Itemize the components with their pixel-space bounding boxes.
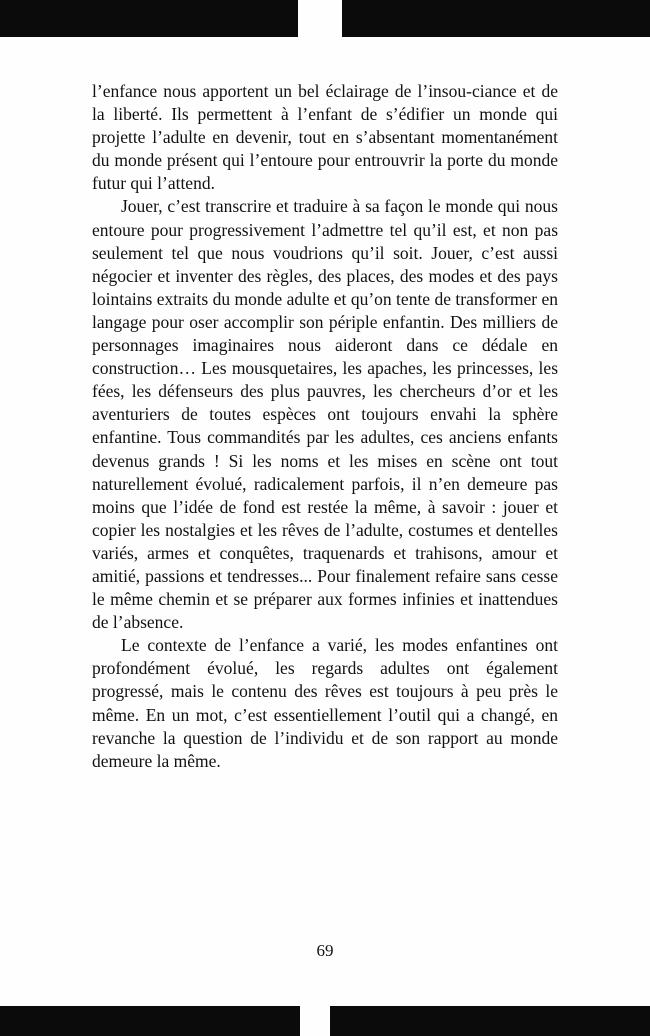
- text-block: [92, 80, 558, 773]
- paragraph-3: Le contexte de l’enfance a varié, les modes enfantines ont profondément évolué, les regards adultes ont également progressé, mais le contenu des rêves est toujours à peu près le même. En un mot, c’est essentiellement l’outil qui a changé, en revanche la question de l’individu et de son rapport au monde demeure la même.: [92, 635, 558, 771]
- scan-artifact-bottom-bar: [0, 1006, 650, 1036]
- scan-artifact-top-bar: [0, 0, 650, 37]
- scan-artifact-bottom-notch: [300, 1006, 330, 1036]
- scan-artifact-top-notch: [298, 0, 342, 37]
- paragraph-1: l’enfance nous apportent un bel éclairage de l’insou-ciance et de la liberté. Ils permettent à l’enfant de s’édifier un monde qui projette l’adulte en devenir, tout en s’absentant momentanément du monde présent qui l’entoure pour entrouvrir la porte du monde futur qui l’attend.: [92, 81, 558, 194]
- paragraph-2: Jouer, c’est transcrire et traduire à sa façon le monde qui nous entoure pour progressivement l’admettre tel qu’il est, et non pas seulement tel que nous voudrions qu’il soit. Jouer, c’est aussi négocier et inventer des règles, des places, des modes et des pays lointains extraits du monde adulte et qu’on tente de transformer en langage pour oser accomplir son périple enfantin. Des milliers de personnages imaginaires nous aideront dans ce dédale en construction… Les mousquetaires, les apaches, les princesses, les fées, les défenseurs des plus pauvres, les chercheurs d’or et les aventuriers de toutes espèces ont toujours envahi la sphère enfantine. Tous commandités par les adultes, ces anciens enfants devenus grands ! Si les noms et les mises en scène ont tout naturellement évolué, radicalement parfois, il n’en demeure pas moins que l’idée de fond est restée la même, à savoir : jouer et copier les nostalgies et les rêves de l’adulte, costumes et dentelles variés, armes et conquêtes, traquenards et trahisons, amour et amitié, passions et tendresses... Pour finalement refaire sans cesse le même chemin et se préparer aux formes infinies et inattendues de l’absence.: [92, 196, 558, 633]
- page-number: 69: [316, 941, 334, 960]
